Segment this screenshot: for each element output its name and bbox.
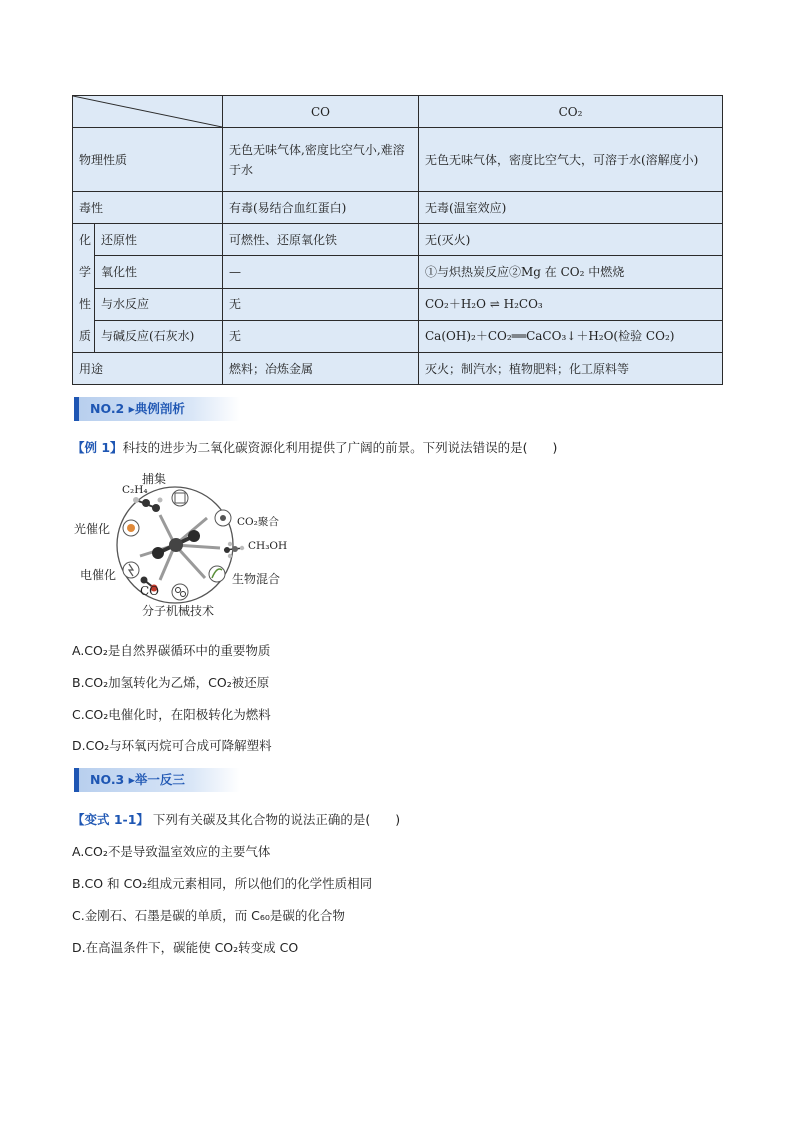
label-biohybrid: 生物混合 [232, 572, 281, 586]
table-row [73, 353, 723, 385]
banner-title: NO.2 ▸典例剖析 [90, 401, 185, 416]
variant-question-text: 下列有关碳及其化合物的说法正确的是( ) [152, 812, 401, 827]
label-c2h4: C₂H₄ [122, 484, 148, 496]
cell-co-toxicity: 有毒(易结合血红蛋白) [223, 192, 419, 224]
row-label-reducing: 还原性 [95, 224, 223, 256]
comparison-table-wrapper [66, 95, 730, 385]
cell-co-water: 无 [223, 288, 419, 320]
option-a: A.CO₂是自然界碳循环中的重要物质 [72, 643, 271, 658]
label-molecular-machine: 分子机械技术 [142, 604, 215, 618]
variant-question [72, 810, 400, 828]
banner-title: NO.3 ▸举一反三 [90, 772, 185, 787]
table-row [73, 224, 723, 256]
row-label-toxicity: 毒性 [73, 192, 223, 224]
label-photocatalysis: 光催化 [74, 522, 111, 536]
example-question [72, 438, 557, 456]
diagonal-header-cell [73, 96, 223, 128]
cell-co2-oxidizing: ①与炽热炭反应②Mg 在 CO₂ 中燃烧 [419, 256, 723, 288]
cell-co2-toxicity: 无毒(温室效应) [419, 192, 723, 224]
label-electrocatalysis: 电催化 [80, 568, 117, 582]
label-co2-polymerization: CO₂聚合 [237, 516, 279, 528]
table-row [73, 288, 723, 320]
variant-option-c: C.金刚石、石墨是碳的单质，而 C₆₀是碳的化合物 [72, 908, 345, 923]
example-question-text: 科技的进步为二氧化碳资源化利用提供了广阔的前景。下列说法错误的是( ) [122, 440, 558, 455]
section-banner-example [74, 397, 240, 421]
cell-co2-base: Ca(OH)₂＋CO₂══CaCO₃↓＋H₂O(检验 CO₂) [419, 320, 723, 352]
variant-option-a: A.CO₂不是导致温室效应的主要气体 [72, 844, 271, 859]
cell-co-oxidizing: — [223, 256, 419, 288]
example-tag: 【例 1】 [72, 440, 123, 455]
option-c: C.CO₂电催化时，在阳极转化为燃料 [72, 707, 271, 722]
cell-co-uses: 燃料；冶炼金属 [223, 353, 419, 385]
header-co: CO [223, 96, 419, 128]
cell-co2-physical: 无色无味气体，密度比空气大，可溶于水(溶解度小) [419, 128, 723, 192]
co2-utilization-figure [72, 470, 302, 620]
cell-co2-reducing: 无(灭火) [419, 224, 723, 256]
co-co2-comparison-table [72, 95, 723, 385]
variant-option-d: D.在高温条件下，碳能使 CO₂转变成 CO [72, 940, 299, 955]
row-label-water: 与水反应 [95, 288, 223, 320]
cell-co-base: 无 [223, 320, 419, 352]
row-label-oxidizing: 氧化性 [95, 256, 223, 288]
row-label-uses: 用途 [73, 353, 223, 385]
table-header-row [73, 96, 723, 128]
variant-option-b: B.CO 和 CO₂组成元素相同，所以他们的化学性质相同 [72, 876, 373, 891]
label-co: CO [140, 584, 160, 598]
table-row [73, 192, 723, 224]
cell-co2-uses: 灭火；制汽水；植物肥料；化工原料等 [419, 353, 723, 385]
row-label-physical: 物理性质 [73, 128, 223, 192]
table-row [73, 128, 723, 192]
cell-co2-water: CO₂＋H₂O ⇌ H₂CO₃ [419, 288, 723, 320]
option-d: D.CO₂与环氧丙烷可合成可降解塑料 [72, 738, 272, 753]
table-row [73, 256, 723, 288]
table-row [73, 320, 723, 352]
row-label-base: 与碱反应(石灰水) [95, 320, 223, 352]
option-b: B.CO₂加氢转化为乙烯，CO₂被还原 [72, 675, 270, 690]
cell-co-physical: 无色无味气体,密度比空气小,难溶于水 [223, 128, 419, 192]
label-capture: 捕集 [142, 472, 167, 486]
cell-co-reducing: 可燃性、还原氧化铁 [223, 224, 419, 256]
header-co2: CO₂ [419, 96, 723, 128]
label-ch3oh: CH₃OH [248, 540, 288, 552]
section-banner-practice [74, 768, 240, 792]
variant-tag: 【变式 1-1】 [72, 812, 149, 827]
chemical-property-group-label: 化 学 性 质 [73, 224, 95, 353]
